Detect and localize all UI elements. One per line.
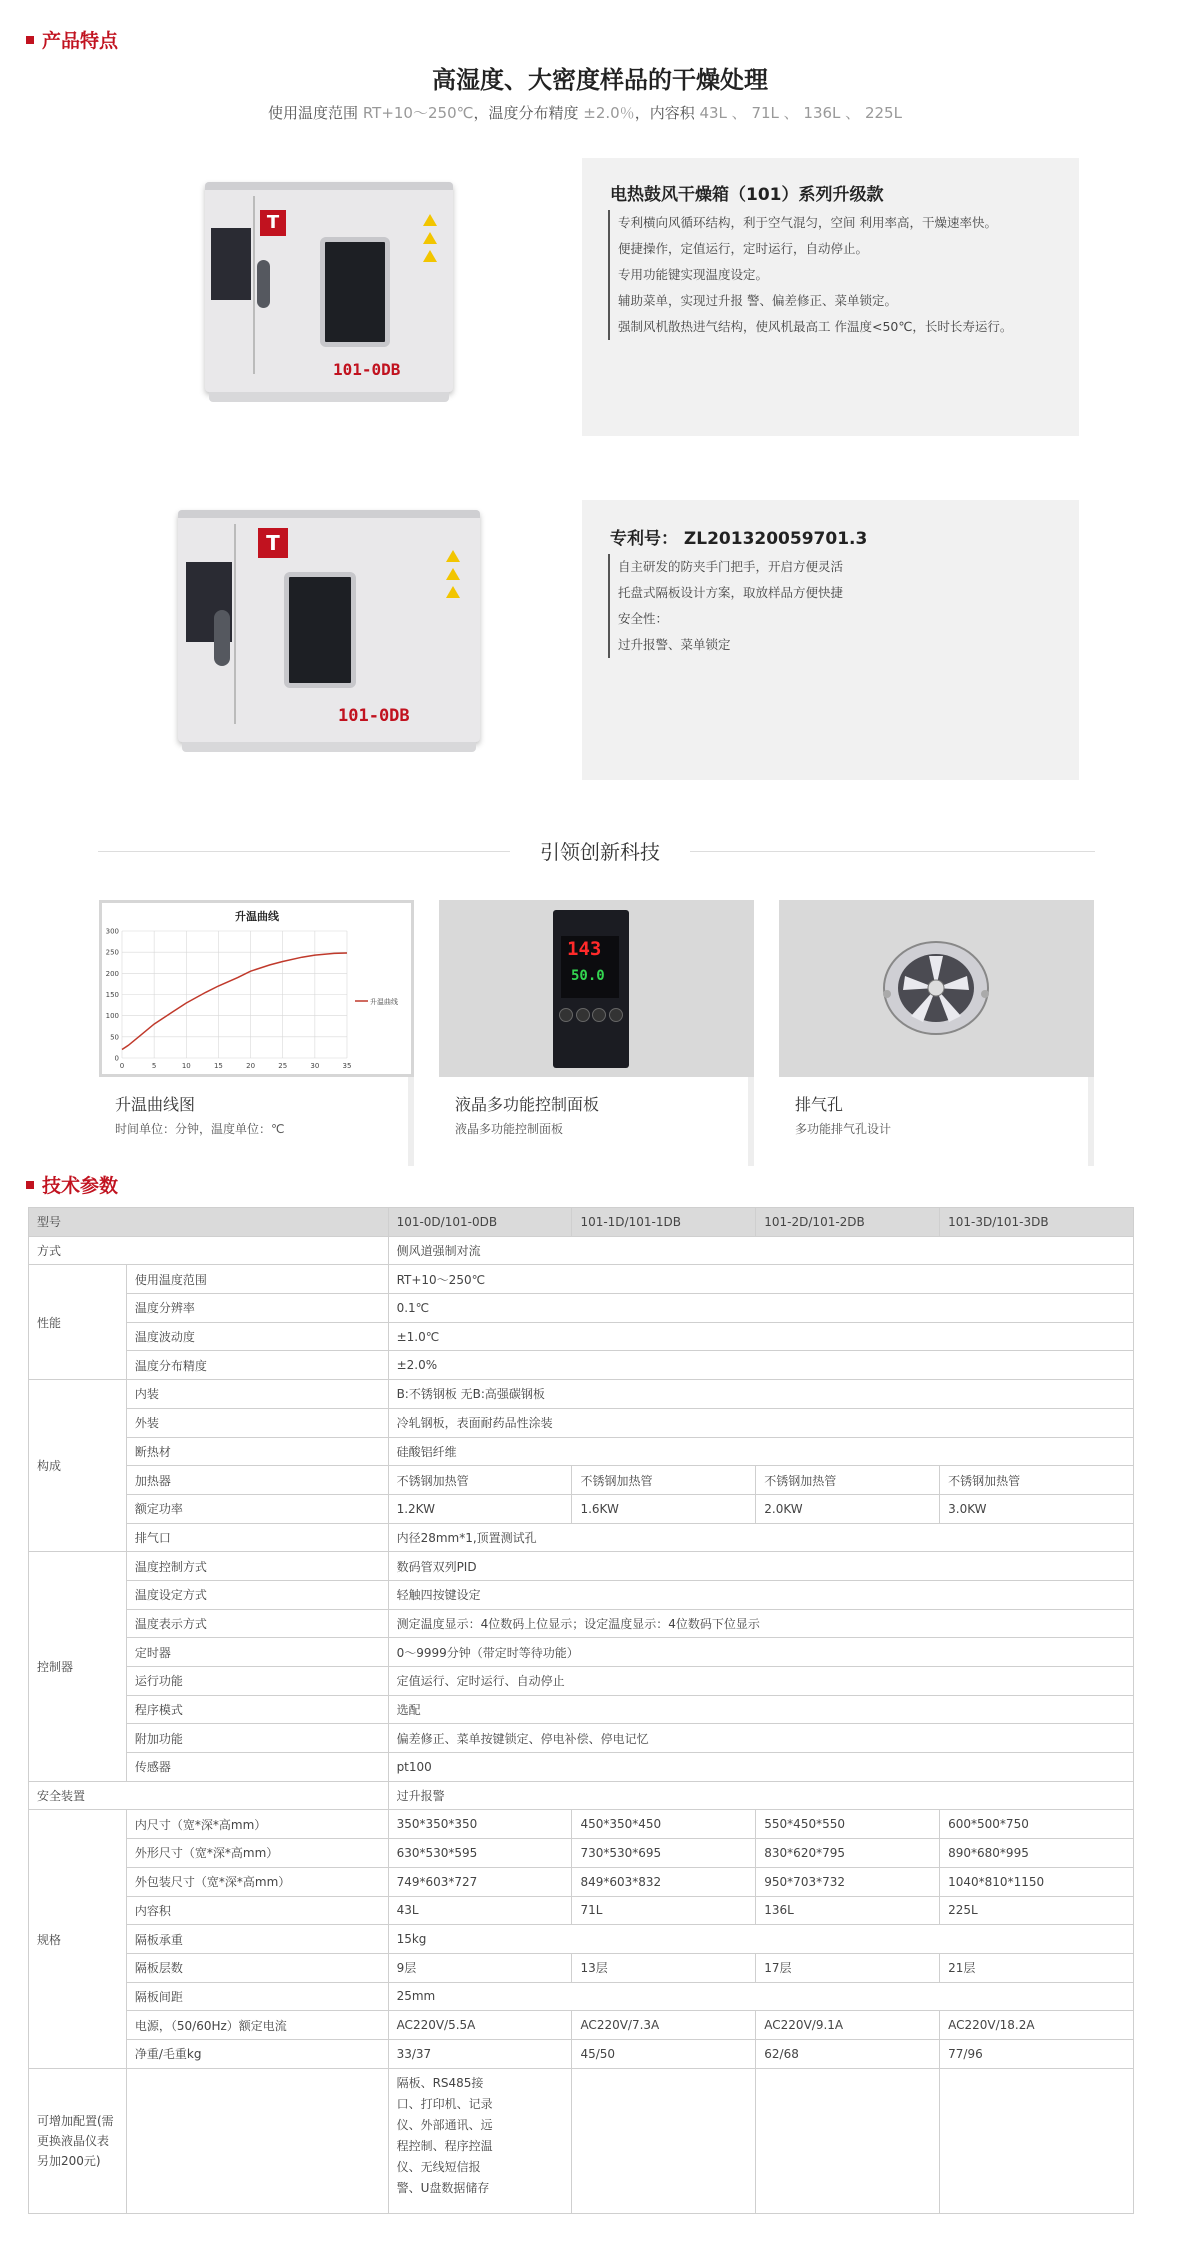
table-header-row <box>29 1208 1134 1237</box>
vent-image <box>879 938 993 1038</box>
table-header-cell: 101-0D/101-0DB <box>388 1208 572 1237</box>
feature-list <box>608 554 843 658</box>
control-panel-image <box>553 910 629 1068</box>
table-row: 额定功率 1.2KW 1.6KW 2.0KW 3.0KW <box>29 1494 1134 1523</box>
spec-table <box>28 1207 1134 2214</box>
table-row: 温度表示方式 测定温度显示：4位数码上位显示；设定温度显示：4位数码下位显示 <box>29 1609 1134 1638</box>
group-label: 控制器 <box>29 1552 127 1782</box>
table-row: 断热材 硅酸铝纤维 <box>29 1437 1134 1466</box>
table-row: 性能 使用温度范围 RT+10～250℃ <box>29 1265 1134 1294</box>
list-item: 便捷操作，定值运行，定时运行，自动停止。 <box>608 236 1012 262</box>
table-row: 外装 冷轧钢板，表面耐药品性涂装 <box>29 1408 1134 1437</box>
page-title: 高湿度、大密度样品的干燥处理 <box>432 66 768 94</box>
list-item: 专用功能键实现温度设定。 <box>608 262 1012 288</box>
panel-button-icon <box>592 1008 606 1022</box>
x-tick-label: 35 <box>342 1062 352 1070</box>
y-tick-label: 0 <box>114 1054 119 1063</box>
feature-list <box>608 210 1012 340</box>
x-tick-label: 5 <box>151 1062 157 1070</box>
table-row: 规格 内尺寸（宽*深*高mm） 350*350*350 450*350*450 550*450*550 600*500*750 <box>29 1810 1134 1839</box>
y-tick-label: 100 <box>105 1012 119 1021</box>
group-label: 规格 <box>29 1810 127 2068</box>
feature-card-heating-curve <box>99 900 414 1166</box>
card-desc: 时间单位：分钟，温度单位：℃ <box>115 1122 285 1136</box>
y-tick-label: 250 <box>105 948 119 957</box>
list-item: 安全性： <box>608 606 843 632</box>
innovation-title: 引领创新科技 <box>540 840 660 864</box>
list-item: 过升报警、菜单锁定 <box>608 632 843 658</box>
y-tick-label: 50 <box>110 1033 119 1042</box>
section-header-features <box>26 26 118 53</box>
table-row: 外包装尺寸（宽*深*高mm） 749*603*727 849*603*832 950*703*732 1040*810*1150 <box>29 1867 1134 1896</box>
x-tick-label: 30 <box>310 1062 320 1070</box>
table-row: 电源，（50/60Hz）额定电流 AC220V/5.5A AC220V/7.3A AC220V/9.1A AC220V/18.2A <box>29 2011 1134 2040</box>
table-row: 传感器 pt100 <box>29 1753 1134 1782</box>
y-tick-label: 150 <box>105 991 119 999</box>
x-tick-label: 20 <box>246 1062 256 1070</box>
table-header-cell: 101-2D/101-2DB <box>756 1208 940 1237</box>
table-row: 温度波动度 ±1.0℃ <box>29 1322 1134 1351</box>
table-row: 温度分辨率 0.1℃ <box>29 1294 1134 1323</box>
x-tick-label: 0 <box>119 1062 125 1070</box>
section-label: 技术参数 <box>42 1175 119 1197</box>
table-row: 加热器 不锈钢加热管 不锈钢加热管 不锈钢加热管 不锈钢加热管 <box>29 1466 1134 1495</box>
y-tick-label: 300 <box>105 927 119 936</box>
table-header-cell: 101-3D/101-3DB <box>940 1208 1134 1237</box>
table-row: 排气口 内径28mm*1,顶置测试孔 <box>29 1523 1134 1552</box>
group-label: 性能 <box>29 1265 127 1380</box>
table-row: 安全装置 过升报警 <box>29 1781 1134 1810</box>
table-row: 隔板承重 15kg <box>29 1925 1134 1954</box>
list-item: 专利横向风循环结构，利于空气混匀，空间 利用率高，干燥速率快。 <box>608 210 1012 236</box>
table-header-cell: 型号 <box>29 1208 389 1237</box>
table-row: 附加功能 偏差修正、菜单按键锁定、停电补偿、停电记忆 <box>29 1724 1134 1753</box>
table-row: 程序模式 选配 <box>29 1695 1134 1724</box>
feature-box-title: 电热鼓风干燥箱（101）系列升级款 <box>610 185 884 205</box>
list-item: 强制风机散热进气结构，使风机最高工 作温度<50℃，长时长寿运行。 <box>608 314 1012 340</box>
x-tick-label: 10 <box>181 1062 191 1070</box>
sv-display: 50.0 <box>571 968 605 984</box>
table-row: 内容积 43L 71L 136L 225L <box>29 1896 1134 1925</box>
oven-product-image-2: T 101-0DB <box>178 510 480 742</box>
section-header-specs <box>26 1171 118 1198</box>
heating-curve-chart <box>102 903 411 1074</box>
card-title: 排气孔 <box>795 1095 844 1114</box>
list-item: 托盘式隔板设计方案，取放样品方便快捷 <box>608 580 843 606</box>
table-row: 运行功能 定值运行、定时运行、自动停止 <box>29 1667 1134 1696</box>
table-row: 控制器 温度控制方式 数码管双列PID <box>29 1552 1134 1581</box>
section-label: 产品特点 <box>42 30 119 52</box>
table-row: 隔板间距 25mm <box>29 1982 1134 2011</box>
table-row: 构成 内装 B:不锈钢板 无B:高强碳钢板 <box>29 1380 1134 1409</box>
table-row: 可增加配置(需更换液晶仪表另加200元) 隔板、RS485接口、打印机、记录仪、外部通讯、远程控制、程序控温仪、无线短信报警、U盘数据储存 <box>29 2068 1134 2213</box>
list-item: 辅助菜单，实现过升报 警、偏差修正、菜单锁定。 <box>608 288 1012 314</box>
group-label: 构成 <box>29 1380 127 1552</box>
table-row: 外形尺寸（宽*深*高mm） 630*530*595 730*530*695 830*620*795 890*680*995 <box>29 1839 1134 1868</box>
panel-button-icon <box>609 1008 623 1022</box>
pv-display: 143 <box>567 938 602 960</box>
panel-button-icon <box>576 1008 590 1022</box>
red-square-icon <box>26 36 34 44</box>
legend-label: 升温曲线 <box>370 998 398 1006</box>
table-row: 方式 侧风道强制对流 <box>29 1236 1134 1265</box>
card-title: 升温曲线图 <box>115 1095 196 1114</box>
card-desc: 多功能排气孔设计 <box>795 1122 892 1136</box>
feature-box-2 <box>582 500 1079 780</box>
table-header-cell: 101-1D/101-1DB <box>572 1208 756 1237</box>
table-row: 定时器 0～9999分钟（带定时等待功能） <box>29 1638 1134 1667</box>
series-line <box>122 953 347 1050</box>
feature-card-vent <box>779 900 1094 1166</box>
panel-button-icon <box>559 1008 573 1022</box>
card-title: 液晶多功能控制面板 <box>455 1095 600 1114</box>
patent-number: 专利号： ZL201320059701.3 <box>610 529 868 549</box>
table-row: 隔板层数 9层 13层 17层 21层 <box>29 1953 1134 1982</box>
table-row: 温度分布精度 ±2.0% <box>29 1351 1134 1380</box>
y-tick-label: 200 <box>105 969 119 978</box>
table-row: 净重/毛重kg 33/37 45/50 62/68 77/96 <box>29 2039 1134 2068</box>
red-square-icon <box>26 1181 34 1189</box>
oven-product-image-1: T 101-0DB <box>205 182 453 392</box>
chart-title: 升温曲线 <box>235 910 279 923</box>
subtitle: 使用温度范围 RT+10～250℃，温度分布精度 ±2.0％，内容积 43L 、 71L 、 136L 、 225L <box>268 104 902 122</box>
feature-card-control-panel <box>439 900 754 1166</box>
x-tick-label: 15 <box>213 1062 223 1070</box>
card-desc: 液晶多功能控制面板 <box>455 1122 564 1136</box>
feature-box-1 <box>582 158 1079 436</box>
table-row: 温度设定方式 轻触四按键设定 <box>29 1580 1134 1609</box>
x-tick-label: 25 <box>278 1062 288 1070</box>
list-item: 自主研发的防夹手门把手，开启方便灵活 <box>608 554 843 580</box>
